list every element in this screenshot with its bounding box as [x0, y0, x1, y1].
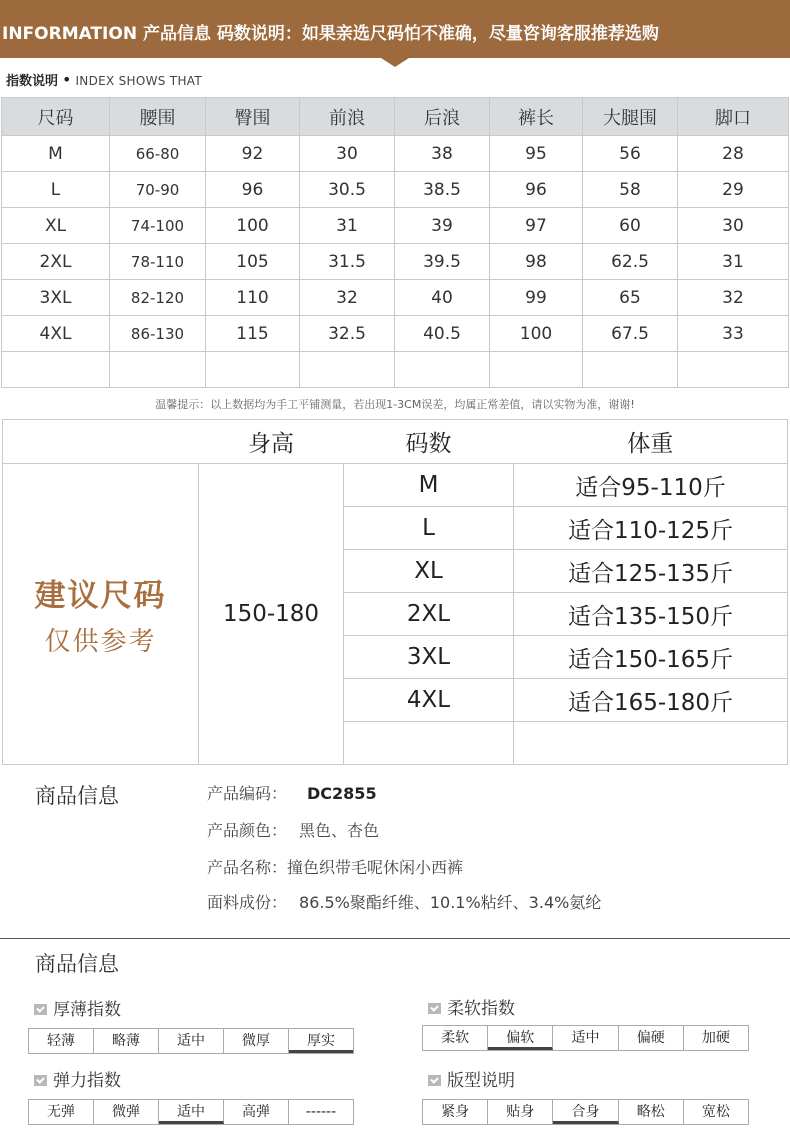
front-rise-cell: 30: [300, 136, 395, 172]
recommend-subtitle: 仅供参考: [44, 627, 157, 657]
rec-size-cell: 4XL: [344, 679, 514, 722]
col-header-size: 码数: [344, 420, 514, 464]
elasticity-scale: [28, 1099, 354, 1125]
thigh-cell: 58: [583, 172, 678, 208]
product-code-label: 产品编码：: [207, 784, 288, 803]
hip-cell: 105: [206, 244, 300, 280]
col-header: 脚口: [678, 98, 789, 136]
scale-option-selected: 厚实: [289, 1029, 353, 1053]
measurement-tips: 温馨提示：以上数据均为手工平铺测量，若出现1-3CM误差，均属正常差值，请以实物为准，谢谢!: [155, 398, 635, 411]
mail-icon: [34, 1075, 47, 1086]
rec-size-cell: M: [344, 464, 514, 507]
front-rise-cell: 32.5: [300, 316, 395, 352]
scale-option-selected: 合身: [553, 1100, 618, 1124]
scale-option: 紧身: [423, 1100, 488, 1124]
size-table: [1, 97, 789, 388]
length-cell: 97: [490, 208, 583, 244]
product-color-label: 产品颜色：: [207, 821, 288, 840]
thigh-cell: 56: [583, 136, 678, 172]
scale-option: 适中: [159, 1029, 224, 1053]
elasticity-label-row: [34, 1066, 121, 1091]
product-color-row: [207, 818, 379, 841]
product-code-row: [207, 781, 377, 804]
scale-option: 无弹: [29, 1100, 94, 1124]
rec-weight-cell: 适合150-165斤: [514, 636, 788, 679]
back-rise-cell: 38.5: [395, 172, 490, 208]
size-cell: 3XL: [2, 280, 110, 316]
thigh-cell: 62.5: [583, 244, 678, 280]
thigh-cell: 67.5: [583, 316, 678, 352]
rec-size-cell: 3XL: [344, 636, 514, 679]
scale-option: 贴身: [488, 1100, 553, 1124]
rec-size-cell: 2XL: [344, 593, 514, 636]
back-rise-cell: 39: [395, 208, 490, 244]
empty-cell: [395, 352, 490, 388]
hem-cell: 28: [678, 136, 789, 172]
waist-cell: 74-100: [110, 208, 206, 244]
table-row: [2, 172, 789, 208]
mail-icon: [428, 1075, 441, 1086]
hem-cell: 29: [678, 172, 789, 208]
back-rise-cell: 40.5: [395, 316, 490, 352]
front-rise-cell: 32: [300, 280, 395, 316]
empty-cell: [110, 352, 206, 388]
waist-cell: 66-80: [110, 136, 206, 172]
recommend-header: [3, 420, 788, 464]
table-row: [2, 316, 789, 352]
scale-option: ------: [305, 1104, 337, 1120]
col-header-weight: 体重: [514, 420, 788, 464]
col-header: 后浪: [395, 98, 490, 136]
scale-option: 宽松: [701, 1104, 730, 1120]
thickness-scale: [28, 1028, 354, 1054]
height-range: 150-180: [199, 464, 344, 765]
length-cell: 95: [490, 136, 583, 172]
back-rise-cell: 40: [395, 280, 490, 316]
fit-scale: [422, 1099, 749, 1125]
softness-label: 柔软指数: [447, 999, 515, 1019]
empty-cell: [514, 722, 788, 765]
waist-cell: 86-130: [110, 316, 206, 352]
front-rise-cell: 31.5: [300, 244, 395, 280]
table-row: [3, 464, 788, 507]
scale-option: 柔软: [423, 1026, 488, 1050]
index-label-en: INDEX SHOWS THAT: [75, 74, 202, 88]
empty-cell: [583, 352, 678, 388]
index-header: [6, 70, 202, 89]
thigh-cell: 60: [583, 208, 678, 244]
scale-option: 微厚: [224, 1029, 289, 1053]
product-name-row: [207, 855, 463, 878]
empty-cell: [3, 420, 199, 464]
scale-option: 适中: [553, 1026, 618, 1050]
scale-option: 微弹: [94, 1100, 159, 1124]
col-header: 尺码: [2, 98, 110, 136]
table-row-empty: [2, 352, 789, 388]
waist-cell: 70-90: [110, 172, 206, 208]
length-cell: 96: [490, 172, 583, 208]
top-banner: [0, 0, 790, 58]
table-row: [2, 208, 789, 244]
rec-weight-cell: 适合125-135斤: [514, 550, 788, 593]
hip-cell: 100: [206, 208, 300, 244]
scale-option: 轻薄: [29, 1029, 94, 1053]
length-cell: 100: [490, 316, 583, 352]
rec-weight-cell: 适合135-150斤: [514, 593, 788, 636]
recommend-table: [2, 419, 788, 765]
product-code-value: DC2855: [307, 784, 377, 803]
hem-cell: 33: [678, 316, 789, 352]
table-row: [2, 244, 789, 280]
table-row: [2, 136, 789, 172]
empty-cell: [300, 352, 395, 388]
thigh-cell: 65: [583, 280, 678, 316]
size-cell: 4XL: [2, 316, 110, 352]
col-header: 腰围: [110, 98, 206, 136]
front-rise-cell: 31: [300, 208, 395, 244]
scale-option: 略松: [619, 1100, 684, 1124]
rec-weight-cell: 适合165-180斤: [514, 679, 788, 722]
index-label-cn: 指数说明: [6, 74, 59, 89]
size-cell: M: [2, 136, 110, 172]
hip-cell: 92: [206, 136, 300, 172]
empty-cell: [678, 352, 789, 388]
front-rise-cell: 30.5: [300, 172, 395, 208]
thickness-label: 厚薄指数: [53, 1000, 121, 1020]
product-info-heading: 商品信息: [35, 784, 119, 808]
index-dot: •: [62, 70, 72, 89]
col-header: 裤长: [490, 98, 583, 136]
product-fabric-row: [207, 890, 601, 913]
empty-cell: [490, 352, 583, 388]
product-color-value: 黑色、杏色: [299, 821, 380, 840]
product-name-value: 撞色织带毛呢休闲小西裤: [287, 858, 464, 877]
rec-size-cell: XL: [344, 550, 514, 593]
back-rise-cell: 38: [395, 136, 490, 172]
thickness-label-row: [34, 995, 121, 1020]
scale-option: 加硬: [701, 1030, 730, 1046]
rec-weight-cell: 适合95-110斤: [514, 464, 788, 507]
scale-option: 偏硬: [619, 1026, 684, 1050]
scale-option-selected: 偏软: [488, 1026, 553, 1050]
empty-cell: [206, 352, 300, 388]
product-name-label: 产品名称：: [207, 858, 288, 877]
hip-cell: 110: [206, 280, 300, 316]
col-header: 臀围: [206, 98, 300, 136]
banner-title: INFORMATION 产品信息 码数说明：如果亲选尺码怕不准确，尽量咨询客服推荐选购: [2, 24, 659, 44]
banner-arrow: [381, 58, 409, 67]
empty-cell: [344, 722, 514, 765]
fit-label-row: [428, 1066, 515, 1091]
mail-icon: [34, 1004, 47, 1015]
section-divider: [0, 938, 790, 939]
empty-cell: [2, 352, 110, 388]
col-header: 大腿围: [583, 98, 678, 136]
length-cell: 98: [490, 244, 583, 280]
col-header-height: 身高: [199, 420, 344, 464]
size-cell: 2XL: [2, 244, 110, 280]
softness-scale: [422, 1025, 749, 1051]
scale-option: 高弹: [224, 1100, 289, 1124]
size-table-header: [2, 98, 789, 136]
scale-option: 略薄: [94, 1029, 159, 1053]
back-rise-cell: 39.5: [395, 244, 490, 280]
recommend-label-cell: [3, 464, 199, 765]
rec-weight-cell: 适合110-125斤: [514, 507, 788, 550]
softness-label-row: [428, 994, 515, 1019]
elasticity-label: 弹力指数: [53, 1071, 121, 1091]
hem-cell: 32: [678, 280, 789, 316]
length-cell: 99: [490, 280, 583, 316]
waist-cell: 78-110: [110, 244, 206, 280]
hem-cell: 30: [678, 208, 789, 244]
product-fabric-label: 面料成份：: [207, 893, 288, 912]
product-fabric-value: 86.5%聚酯纤维、10.1%粘纤、3.4%氨纶: [299, 893, 602, 912]
waist-cell: 82-120: [110, 280, 206, 316]
rec-size-cell: L: [344, 507, 514, 550]
col-header: 前浪: [300, 98, 395, 136]
hem-cell: 31: [678, 244, 789, 280]
recommend-title: 建议尺码: [34, 578, 167, 614]
fit-label: 版型说明: [447, 1071, 515, 1091]
table-row: [2, 280, 789, 316]
product-info-heading-2: 商品信息: [35, 952, 119, 976]
mail-icon: [428, 1003, 441, 1014]
size-cell: XL: [2, 208, 110, 244]
hip-cell: 115: [206, 316, 300, 352]
scale-option-selected: 适中: [159, 1100, 224, 1124]
size-cell: L: [2, 172, 110, 208]
hip-cell: 96: [206, 172, 300, 208]
